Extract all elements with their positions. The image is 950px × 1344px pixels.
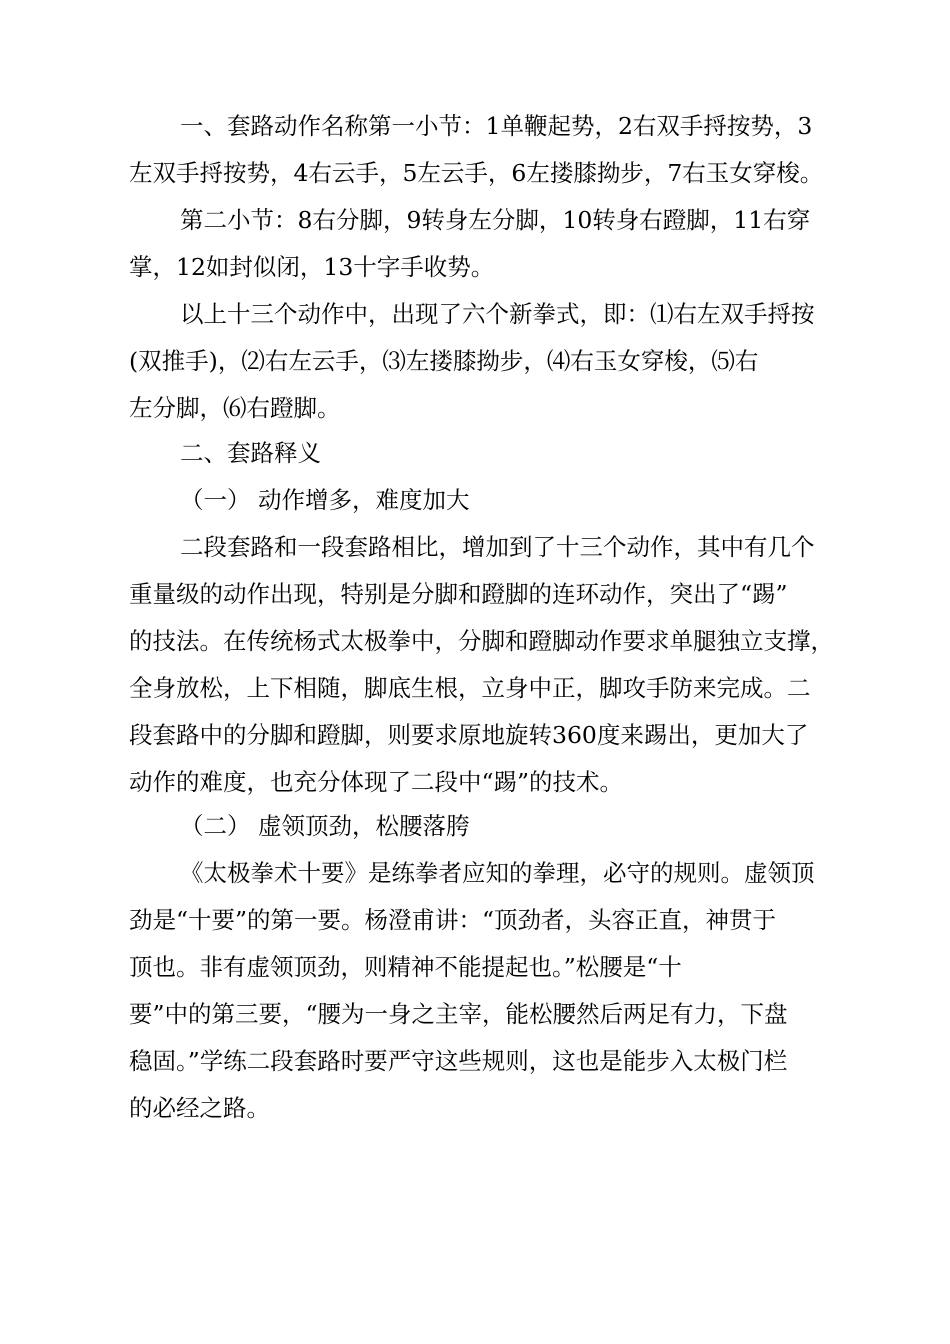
text-line: 的必经之路。 xyxy=(129,1094,270,1122)
text-line: 全身放松，上下相随，脚底生根，立身中正，脚攻手防来完成。二 xyxy=(129,674,811,702)
text-line: 左分脚，⑹右蹬脚。 xyxy=(129,394,341,422)
text-line: 掌，12如封似闭，13十字手收势。 xyxy=(129,253,495,281)
text-line: 要”中的第三要，“腰为一身之主宰，能松腰然后两足有力，下盘 xyxy=(129,1000,788,1028)
text-line: 段套路中的分脚和蹬脚，则要求原地旋转360度来踢出，更加大了 xyxy=(129,721,809,749)
text-line: 《太极拳术十要》是练拳者应知的拳理，必守的规则。虚领顶 xyxy=(180,859,815,887)
text-line: 一、套路动作名称第一小节：1单鞭起势，2右双手捋按势，3 xyxy=(180,112,813,140)
text-line: 顶也。非有虚领顶劲，则精神不能提起也。”松腰是“十 xyxy=(129,953,682,981)
text-line: 的技法。在传统杨式太极拳中，分脚和蹬脚动作要求单腿独立支撑， xyxy=(129,627,834,655)
subsection-heading: （一） 动作增多，难度加大 xyxy=(180,486,470,514)
text-line: 第二小节：8右分脚，9转身左分脚，10转身右蹬脚，11右穿 xyxy=(180,206,811,234)
text-line: 重量级的动作出现，特别是分脚和蹬脚的连环动作，突出了“踢” xyxy=(129,580,788,608)
text-line: (双推手)，⑵右左云手，⑶左搂膝拗步，⑷右玉女穿梭，⑸右 xyxy=(129,347,759,375)
text-line: 动作的难度，也充分体现了二段中“踢”的技术。 xyxy=(129,768,624,796)
text-line: 二段套路和一段套路相比，增加到了十三个动作，其中有几个 xyxy=(180,533,815,561)
text-line: 以上十三个动作中，出现了六个新拳式，即：⑴右左双手捋按 xyxy=(180,300,815,328)
section-heading: 二、套路释义 xyxy=(180,439,321,467)
text-line: 稳固。”学练二段套路时要严守这些规则，这也是能步入太极门栏 xyxy=(129,1047,788,1075)
text-line: 左双手捋按势，4右云手，5左云手，6左搂膝拗步，7右玉女穿梭。 xyxy=(129,159,824,187)
text-line: 劲是“十要”的第一要。杨澄甫讲：“顶劲者，头容正直，神贯于 xyxy=(129,906,777,934)
subsection-heading: （二） 虚领顶劲，松腰落胯 xyxy=(180,812,470,840)
